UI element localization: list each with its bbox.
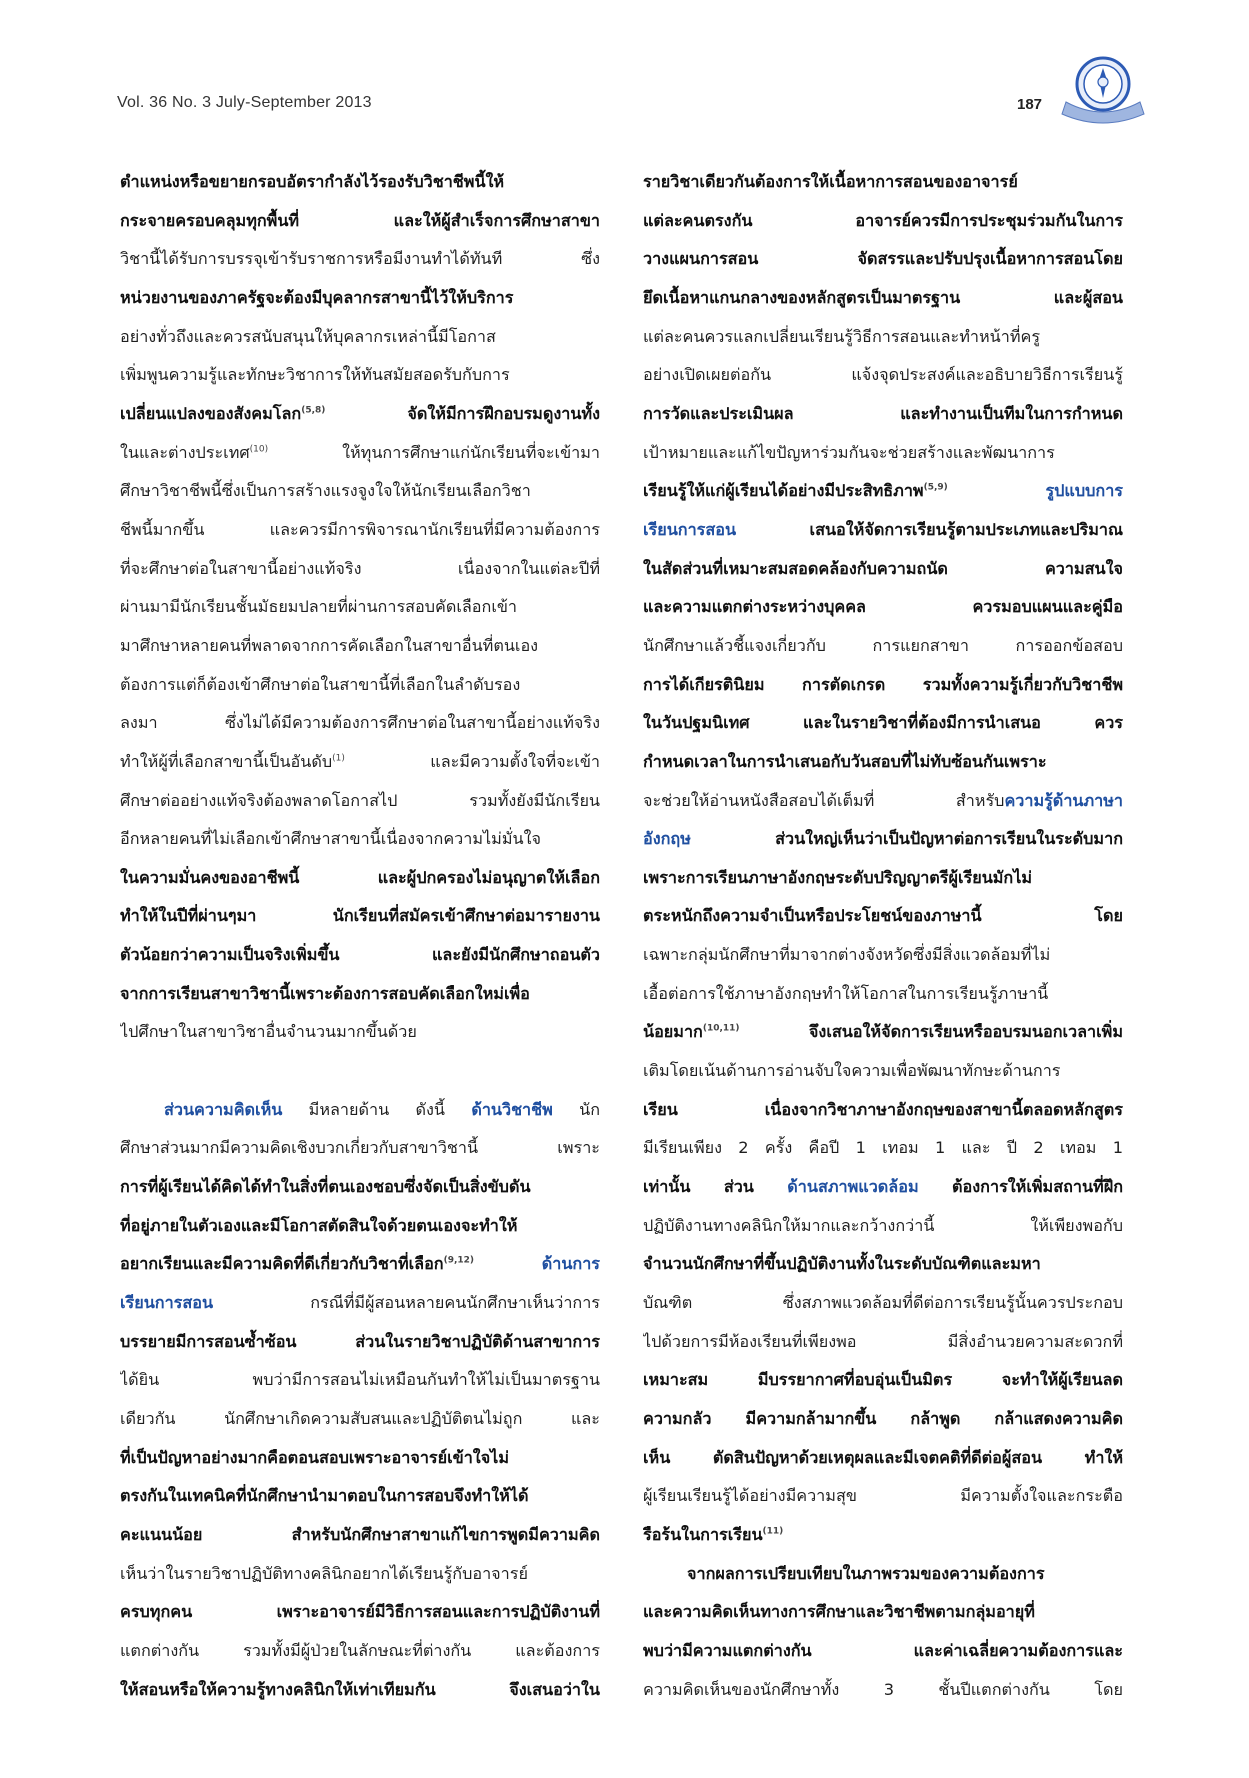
line-content bbox=[643, 211, 1123, 230]
line-content bbox=[120, 1448, 509, 1467]
text-line bbox=[643, 897, 1123, 936]
text-line bbox=[120, 1516, 600, 1555]
text-line bbox=[643, 318, 1123, 357]
text-line bbox=[643, 511, 1123, 550]
citation-ref: (10,11) bbox=[702, 1024, 740, 1035]
line-text: ผ่านมามีนักเรียนชั้นมัธยมปลายที่ผ่านการสอบคัดเลือกเข้า bbox=[120, 597, 518, 617]
line-content bbox=[643, 675, 1123, 694]
line-content bbox=[643, 1641, 1123, 1660]
line-content bbox=[643, 984, 1048, 1003]
line-content bbox=[643, 713, 1123, 732]
line-content bbox=[643, 559, 1123, 578]
line-content bbox=[120, 1409, 600, 1428]
line-content bbox=[687, 1564, 1045, 1583]
line-content bbox=[120, 829, 541, 848]
line-text: ได้ยิน พบว่ามีการสอนไม่เหมือนกันทำให้ไม่เป็นมาตรฐาน bbox=[120, 1370, 600, 1390]
text-line bbox=[120, 511, 600, 550]
text-line bbox=[643, 1284, 1123, 1323]
line-content bbox=[120, 1022, 417, 1041]
text-line bbox=[643, 550, 1123, 589]
text-line bbox=[643, 975, 1123, 1014]
line-text: ศึกษาวิชาชีพนี้ซึ่งเป็นการสร้างแรงจูงใจให้นักเรียนเลือกวิชา bbox=[120, 481, 531, 501]
line-content bbox=[120, 1602, 600, 1621]
text-line bbox=[120, 1207, 600, 1246]
line-text: ไปด้วยการมีห้องเรียนที่เพียงพอ มีสิ่งอำนวยความสะดวกที่ bbox=[643, 1331, 1123, 1351]
line-text: ทำให้ผู้ที่เลือกสาขานี้เป็นอันดับ bbox=[120, 751, 333, 771]
line-content bbox=[643, 365, 1123, 384]
line-text: ต้องการแต่ก็ต้องเข้าศึกษาต่อในสาขานี้ที่เลือกในลำดับรอง bbox=[120, 674, 521, 694]
line-text: มีหลายด้าน ดังนี้ bbox=[282, 1099, 472, 1119]
line-text: ไปศึกษาในสาขาวิชาอื่นจำนวนมากขึ้นด้วย bbox=[120, 1022, 417, 1042]
line-content bbox=[643, 1332, 1123, 1351]
text-line bbox=[643, 1129, 1123, 1168]
text-line bbox=[120, 975, 600, 1014]
line-text: อีกหลายคนที่ไม่เลือกเข้าศึกษาสาขานี้เนื่องจากความไม่มั่นใจ bbox=[120, 829, 541, 849]
line-content bbox=[643, 1254, 1041, 1273]
journal-issue-header: Vol. 36 No. 3 July-September 2013 bbox=[117, 94, 372, 111]
text-line bbox=[120, 704, 600, 743]
line-text: ที่เป็นปัญหาอย่างมากคือตอนสอบเพราะอาจารย์เข้าใจไม่ bbox=[120, 1447, 509, 1467]
text-line bbox=[643, 1439, 1123, 1478]
text-line bbox=[643, 1632, 1123, 1671]
text-line bbox=[643, 820, 1123, 859]
line-text: เอื้อต่อการใช้ภาษาอังกฤษทำให้โอกาสในการเรียนรู้ภาษานี้ bbox=[643, 983, 1049, 1003]
text-line bbox=[120, 356, 600, 395]
citation-ref: (10) bbox=[249, 444, 269, 455]
line-content bbox=[643, 829, 1123, 848]
line-text: กำหนดเวลาในการนำเสนอกับวันสอบที่ไม่ทับซ้อนกันเพราะ bbox=[643, 751, 1047, 771]
line-text: แต่ละคนควรแลกเปลี่ยนเรียนรู้วิธีการสอนและทำหน้าที่ครู bbox=[643, 326, 1041, 346]
highlight-term: ด้านสภาพแวดล้อม bbox=[787, 1177, 919, 1197]
line-content bbox=[643, 906, 1123, 925]
line-text: ในและต่างประเทศ bbox=[120, 442, 250, 462]
line-content bbox=[120, 365, 510, 384]
line-text: อย่างเปิดเผยต่อกัน แจ้งจุดประสงค์และอธิบายวิธีการเรียนรู้ bbox=[643, 365, 1123, 385]
line-text: และความแตกต่างระหว่างบุคคล ควรมอบแผนและคู่มือ bbox=[643, 597, 1123, 617]
text-line bbox=[120, 434, 600, 473]
text-line bbox=[120, 1671, 600, 1710]
text-line bbox=[120, 318, 600, 357]
line-text: ตระหนักถึงความจำเป็นหรือประโยชน์ของภาษานี้ โดย bbox=[643, 906, 1123, 926]
text-line bbox=[643, 434, 1123, 473]
line-text: มาศึกษาหลายคนที่พลาดจากการคัดเลือกในสาขาอื่นที่ตนเอง bbox=[120, 635, 539, 655]
text-line bbox=[643, 202, 1123, 241]
line-content bbox=[643, 288, 1123, 307]
line-content bbox=[643, 636, 1123, 655]
line-text: แตกต่างกัน รวมทั้งมีผู้ป่วยในลักษณะที่ต่างกัน และต้องการ bbox=[120, 1640, 600, 1660]
line-text: มีเรียนเพียง 2 ครั้ง คือปี 1 เทอม 1 และ ปี 2 เทอม 1 bbox=[643, 1138, 1123, 1158]
text-line bbox=[120, 743, 600, 782]
left-column bbox=[120, 163, 600, 1709]
text-line bbox=[120, 1091, 600, 1130]
line-content bbox=[120, 597, 517, 616]
line-content bbox=[120, 984, 530, 1003]
text-line bbox=[643, 1400, 1123, 1439]
text-line bbox=[120, 1245, 600, 1284]
line-content bbox=[120, 404, 600, 423]
line-content bbox=[120, 443, 600, 462]
line-text: ความคิดเห็นของนักศึกษาทั้ง 3 ชั้นปีแตกต่างกัน โดย bbox=[643, 1679, 1123, 1699]
line-text: พบว่ามีความแตกต่างกัน และค่าเฉลี่ยความต้องการและ bbox=[643, 1640, 1123, 1660]
line-text: จึงเสนอให้จัดการเรียนหรืออบรมนอกเวลาเพิ่ม bbox=[739, 1022, 1123, 1042]
line-text: เดียวกัน นักศึกษาเกิดความสับสนและปฏิบัติตนไม่ถูก และ bbox=[120, 1409, 600, 1428]
line-text: ในสัดส่วนที่เหมาะสมสอดคล้องกับความถนัด ความสนใจ bbox=[643, 558, 1123, 578]
line-content bbox=[164, 1100, 600, 1119]
line-content bbox=[120, 1177, 531, 1196]
line-content bbox=[120, 288, 513, 307]
highlight-term: ความรู้ด้านภาษา bbox=[1004, 790, 1123, 810]
line-content bbox=[643, 1680, 1123, 1699]
text-line bbox=[120, 1439, 600, 1478]
line-content bbox=[643, 752, 1047, 771]
line-text: ให้ทุนการศึกษาแก่นักเรียนที่จะเข้ามา bbox=[268, 442, 600, 462]
line-content bbox=[643, 327, 1040, 346]
text-line bbox=[120, 936, 600, 975]
line-text: ความกลัว มีความกล้ามากขึ้น กล้าพูด กล้าแสดงความคิด bbox=[643, 1409, 1123, 1428]
line-content bbox=[643, 1022, 1123, 1041]
line-content bbox=[120, 1641, 600, 1660]
line-content bbox=[643, 1061, 1061, 1080]
line-content bbox=[120, 868, 600, 887]
line-content bbox=[643, 868, 1032, 887]
line-text: ทำให้ในปีที่ผ่านๆมา นักเรียนที่สมัครเข้าศึกษาต่อมารายงาน bbox=[120, 906, 600, 926]
line-content bbox=[120, 1486, 528, 1505]
text-line bbox=[120, 820, 600, 859]
text-line bbox=[643, 1323, 1123, 1362]
line-text: น้อยมาก bbox=[643, 1022, 703, 1042]
text-line bbox=[643, 743, 1123, 782]
text-line bbox=[643, 936, 1123, 975]
line-text: จะช่วยให้อ่านหนังสือสอบได้เต็มที่ สำหรับ bbox=[643, 790, 1005, 810]
line-content bbox=[120, 172, 504, 191]
highlight-term: เรียนการสอน bbox=[643, 519, 737, 539]
line-text: ตัวน้อยกว่าความเป็นจริงเพิ่มขึ้น และยังมีนักศึกษาถอนตัว bbox=[120, 945, 600, 965]
line-content bbox=[120, 675, 520, 694]
citation-ref: (9,12) bbox=[443, 1255, 475, 1266]
line-content bbox=[120, 249, 600, 268]
line-content bbox=[643, 481, 1123, 500]
line-content bbox=[120, 713, 600, 732]
text-line bbox=[643, 1052, 1123, 1091]
line-content bbox=[643, 1138, 1123, 1157]
text-line bbox=[643, 472, 1123, 511]
text-line bbox=[120, 666, 600, 705]
text-line bbox=[643, 1361, 1123, 1400]
line-content bbox=[120, 945, 600, 964]
line-text: กระจายครอบคลุมทุกพื้นที่ และให้ผู้สำเร็จการศึกษาสาขา bbox=[120, 210, 600, 230]
line-content bbox=[120, 791, 600, 810]
text-line bbox=[643, 859, 1123, 898]
text-line bbox=[643, 1516, 1123, 1555]
line-text: ตรงกันในเทคนิคที่นักศึกษานำมาตอบในการสอบจึงทำให้ได้ bbox=[120, 1486, 529, 1506]
line-text: เป้าหมายและแก้ไขปัญหาร่วมกันจะช่วยสร้างและพัฒนาการ bbox=[643, 442, 1055, 462]
line-content bbox=[120, 1293, 600, 1312]
text-line bbox=[120, 1361, 600, 1400]
text-line bbox=[120, 240, 600, 279]
line-content bbox=[120, 1138, 600, 1157]
text-line bbox=[120, 1129, 600, 1168]
line-content bbox=[643, 1293, 1123, 1312]
text-line bbox=[120, 1284, 600, 1323]
line-text: ปฏิบัติงานทางคลินิกให้มากและกว้างกว่านี้ ให้เพียงพอกับ bbox=[643, 1215, 1123, 1235]
citation-ref: (11) bbox=[762, 1526, 784, 1537]
text-line bbox=[120, 395, 600, 434]
line-text: จากการเรียนสาขาวิชานี้เพราะต้องการสอบคัดเลือกใหม่เพื่อ bbox=[120, 983, 530, 1003]
text-line bbox=[120, 1632, 600, 1671]
line-text: อย่างทั่วถึงและควรสนับสนุนให้บุคลากรเหล่านี้มีโอกาส bbox=[120, 326, 496, 346]
text-line bbox=[643, 704, 1123, 743]
highlight-term: เรียนการสอน bbox=[120, 1293, 214, 1313]
text-line bbox=[120, 1323, 600, 1362]
text-line bbox=[643, 588, 1123, 627]
line-content bbox=[120, 1680, 600, 1699]
line-content bbox=[643, 1525, 783, 1544]
line-text: ยึดเนื้อหาแกนกลางของหลักสูตรเป็นมาตรฐาน และผู้สอน bbox=[643, 287, 1123, 307]
line-text: ครบทุกคน เพราะอาจารย์มีวิธีการสอนและการปฏิบัติงานที่ bbox=[120, 1602, 600, 1622]
line-content bbox=[643, 1177, 1123, 1196]
text-line bbox=[120, 1168, 600, 1207]
line-text: แต่ละคนตรงกัน อาจารย์ควรมีการประชุมร่วมกันในการ bbox=[643, 210, 1123, 230]
text-line bbox=[643, 666, 1123, 705]
line-text: เปลี่ยนแปลงของสังคมโลก bbox=[120, 403, 302, 423]
line-content bbox=[120, 636, 538, 655]
text-line bbox=[643, 1091, 1123, 1130]
line-content bbox=[120, 559, 600, 578]
line-text: และมีความตั้งใจที่จะเข้า bbox=[344, 751, 600, 771]
line-content bbox=[643, 1100, 1123, 1119]
line-content bbox=[120, 481, 531, 500]
line-content bbox=[643, 945, 1050, 964]
highlight-term: ด้านการ bbox=[474, 1254, 600, 1274]
text-line bbox=[643, 1013, 1123, 1052]
line-content bbox=[643, 404, 1123, 423]
text-line bbox=[120, 1593, 600, 1632]
line-text: ตำแหน่งหรือขยายกรอบอัตรากำลังไว้รองรับวิชาชีพนี้ให้ bbox=[120, 172, 505, 191]
text-line bbox=[120, 1052, 600, 1091]
citation-ref: (1) bbox=[332, 753, 345, 764]
line-text: จากผลการเปรียบเทียบในภาพรวมของความต้องการ bbox=[687, 1563, 1045, 1583]
line-text: หน่วยงานของภาครัฐจะต้องมีบุคลากรสาขานี้ไว้ให้บริการ bbox=[120, 287, 514, 307]
line-text: ที่อยู่ภายในตัวเองและมีโอกาสตัดสินใจด้วยตนเองจะทำให้ bbox=[120, 1215, 518, 1235]
line-text: เพิ่มพูนความรู้และทักษะวิชาการให้ทันสมัยสอดรับกับการ bbox=[120, 365, 510, 385]
text-line bbox=[643, 1593, 1123, 1632]
page-number: 187 bbox=[1017, 96, 1043, 113]
text-line bbox=[643, 1477, 1123, 1516]
line-content bbox=[643, 597, 1123, 616]
text-line bbox=[120, 163, 600, 202]
text-line bbox=[120, 1013, 600, 1052]
text-line bbox=[643, 240, 1123, 279]
line-content bbox=[643, 791, 1123, 810]
text-line bbox=[120, 782, 600, 821]
line-content bbox=[643, 249, 1123, 268]
highlight-term: รูปแบบการ bbox=[947, 481, 1123, 501]
citation-ref: (5,9) bbox=[923, 482, 948, 493]
line-content bbox=[643, 1409, 1123, 1428]
line-content bbox=[120, 1216, 517, 1235]
line-content bbox=[643, 1370, 1123, 1389]
line-text: เรียนรู้ให้แก่ผู้เรียนได้อย่างมีประสิทธิภาพ bbox=[643, 481, 924, 501]
line-text: เฉพาะกลุ่มนักศึกษาที่มาจากต่างจังหวัดซึ่งมีสิ่งแวดล้อมที่ไม่ bbox=[643, 945, 1051, 965]
line-text: ศึกษาต่ออย่างแท้จริงต้องพลาดโอกาสไป รวมทั้งยังมีนักเรียน bbox=[120, 790, 600, 810]
line-text: การได้เกียรตินิยม การตัดเกรด รวมทั้งความรู้เกี่ยวกับวิชาชีพ bbox=[643, 674, 1123, 694]
line-text: บัณฑิต ซึ่งสภาพแวดล้อมที่ดีต่อการเรียนรู้นั้นควรประกอบ bbox=[643, 1293, 1123, 1313]
line-content bbox=[120, 752, 600, 771]
line-text: จำนวนนักศึกษาที่ขึ้นปฏิบัติงานทั้งในระดับบัณฑิตและมหา bbox=[643, 1254, 1041, 1274]
right-column bbox=[643, 163, 1123, 1709]
text-line bbox=[120, 1400, 600, 1439]
line-text: และความคิดเห็นทางการศึกษาและวิชาชีพตามกลุ่มอายุที่ bbox=[643, 1602, 1035, 1622]
text-line bbox=[643, 356, 1123, 395]
line-text: บรรยายมีการสอนซ้ำซ้อน ส่วนในรายวิชาปฏิบัติด้านสาขาการ bbox=[120, 1331, 600, 1351]
text-line bbox=[643, 395, 1123, 434]
line-content bbox=[120, 1332, 600, 1351]
line-content bbox=[120, 211, 600, 230]
highlight-term: ส่วนความคิดเห็น bbox=[164, 1099, 283, 1119]
line-content bbox=[120, 1254, 600, 1273]
line-content bbox=[643, 1448, 1123, 1467]
text-line bbox=[643, 1168, 1123, 1207]
line-text: อยากเรียนและมีความคิดที่ดีเกี่ยวกับวิชาที่เลือก bbox=[120, 1254, 444, 1274]
line-text: ให้สอนหรือให้ความรู้ทางคลินิกให้เท่าเทียมกัน จึงเสนอว่าใน bbox=[120, 1679, 600, 1699]
text-line bbox=[120, 897, 600, 936]
line-text: นักศึกษาแล้วชี้แจงเกี่ยวกับ การแยกสาขา การออกข้อสอบ bbox=[643, 635, 1123, 655]
text-line bbox=[643, 627, 1123, 666]
text-line bbox=[643, 1671, 1123, 1710]
line-content bbox=[120, 1564, 528, 1583]
line-text: รายวิชาเดียวกันต้องการให้เนื้อหาการสอนของอาจารย์ bbox=[643, 172, 1018, 191]
line-content bbox=[643, 1486, 1123, 1505]
line-text: ในวันปฐมนิเทศ และในรายวิชาที่ต้องมีการนำเสนอ ควร bbox=[643, 713, 1123, 733]
line-text: วิชานี้ได้รับการบรรจุเข้ารับราชการหรือมีงานทำได้ทันที ซึ่ง bbox=[120, 249, 600, 269]
line-content bbox=[120, 520, 600, 539]
text-line bbox=[120, 859, 600, 898]
line-text: ส่วนใหญ่เห็นว่าเป็นปัญหาต่อการเรียนในระดับมาก bbox=[690, 829, 1123, 849]
text-line bbox=[120, 279, 600, 318]
line-text: ผู้เรียนเรียนรู้ได้อย่างมีความสุข มีความตั้งใจและกระตือ bbox=[643, 1486, 1123, 1506]
line-content bbox=[643, 443, 1055, 462]
text-line bbox=[120, 202, 600, 241]
line-content bbox=[643, 520, 1123, 539]
line-text: ชีพนี้มากขึ้น และควรมีการพิจารณานักเรียนที่มีความต้องการ bbox=[120, 519, 600, 539]
line-content bbox=[643, 1602, 1035, 1621]
line-text: เท่านั้น ส่วน bbox=[643, 1177, 788, 1197]
line-text: เรียน เนื่องจากวิชาภาษาอังกฤษของสาขานี้ตลอดหลักสูตร bbox=[643, 1099, 1123, 1119]
line-text: การที่ผู้เรียนได้คิดได้ทำในสิ่งที่ตนเองชอบซึ่งจัดเป็นสิ่งขับดัน bbox=[120, 1177, 531, 1197]
line-content bbox=[120, 327, 496, 346]
line-text: เห็นว่าในรายวิชาปฏิบัติทางคลินิกอยากได้เรียนรู้กับอาจารย์ bbox=[120, 1563, 528, 1583]
text-line bbox=[120, 472, 600, 511]
text-line bbox=[643, 163, 1123, 202]
highlight-term: อังกฤษ bbox=[643, 829, 691, 849]
text-line bbox=[643, 1245, 1123, 1284]
text-line bbox=[120, 550, 600, 589]
text-line bbox=[120, 588, 600, 627]
line-text: ในความมั่นคงของอาชีพนี้ และผู้ปกครองไม่อนุญาตให้เลือก bbox=[120, 867, 600, 887]
citation-ref: (5,8) bbox=[301, 405, 326, 416]
line-text: รือร้นในการเรียน bbox=[643, 1524, 763, 1544]
line-content bbox=[120, 1370, 600, 1389]
highlight-term: ด้านวิชาชีพ bbox=[471, 1099, 553, 1119]
text-line bbox=[643, 782, 1123, 821]
line-text: ที่จะศึกษาต่อในสาขานี้อย่างแท้จริง เนื่องจากในแต่ละปีที่ bbox=[120, 558, 600, 578]
text-line bbox=[120, 1477, 600, 1516]
text-line bbox=[120, 627, 600, 666]
line-content bbox=[120, 906, 600, 925]
line-text: เติมโดยเน้นด้านการอ่านจับใจความเพื่อพัฒนาทักษะด้านการ bbox=[643, 1061, 1061, 1081]
line-text: ลงมา ซึ่งไม่ได้มีความต้องการศึกษาต่อในสาขานี้อย่างแท้จริง bbox=[120, 713, 600, 733]
text-line bbox=[643, 1555, 1123, 1594]
line-text: การวัดและประเมินผล และทำงานเป็นทีมในการกำหนด bbox=[643, 403, 1123, 423]
line-text: เหมาะสม มีบรรยากาศที่อบอุ่นเป็นมิตร จะทำให้ผู้เรียนลด bbox=[643, 1370, 1123, 1390]
line-content bbox=[643, 1216, 1123, 1235]
line-text: นัก bbox=[552, 1099, 600, 1119]
line-text: วางแผนการสอน จัดสรรและปรับปรุงเนื้อหาการสอนโดย bbox=[643, 249, 1123, 269]
line-text: เห็น ตัดสินปัญหาด้วยเหตุผลและมีเจตคติที่ดีต่อผู้สอน ทำให้ bbox=[643, 1447, 1123, 1467]
line-text: เสนอให้จัดการเรียนรู้ตามประเภทและปริมาณ bbox=[736, 519, 1123, 539]
line-text: เพราะการเรียนภาษาอังกฤษระดับปริญญาตรีผู้เรียนมักไม่ bbox=[643, 867, 1033, 887]
line-text: คะแนนน้อย สำหรับนักศึกษาสาขาแก้ไขการพูดมีความคิด bbox=[120, 1524, 600, 1544]
line-text: ศึกษาส่วนมากมีความคิดเชิงบวกเกี่ยวกับสาขาวิชานี้ เพราะ bbox=[120, 1138, 600, 1158]
text-line bbox=[643, 1207, 1123, 1246]
text-line bbox=[643, 279, 1123, 318]
line-content bbox=[120, 1525, 600, 1544]
journal-seal-logo bbox=[1060, 52, 1146, 126]
line-text: กรณีที่มีผู้สอนหลายคนนักศึกษาเห็นว่าการ bbox=[213, 1293, 600, 1313]
line-text: ต้องการให้เพิ่มสถานที่ฝึก bbox=[918, 1177, 1123, 1197]
line-text: จัดให้มีการฝึกอบรมดูงานทั้ง bbox=[325, 403, 600, 423]
line-content bbox=[643, 172, 1018, 191]
text-line bbox=[120, 1555, 600, 1594]
